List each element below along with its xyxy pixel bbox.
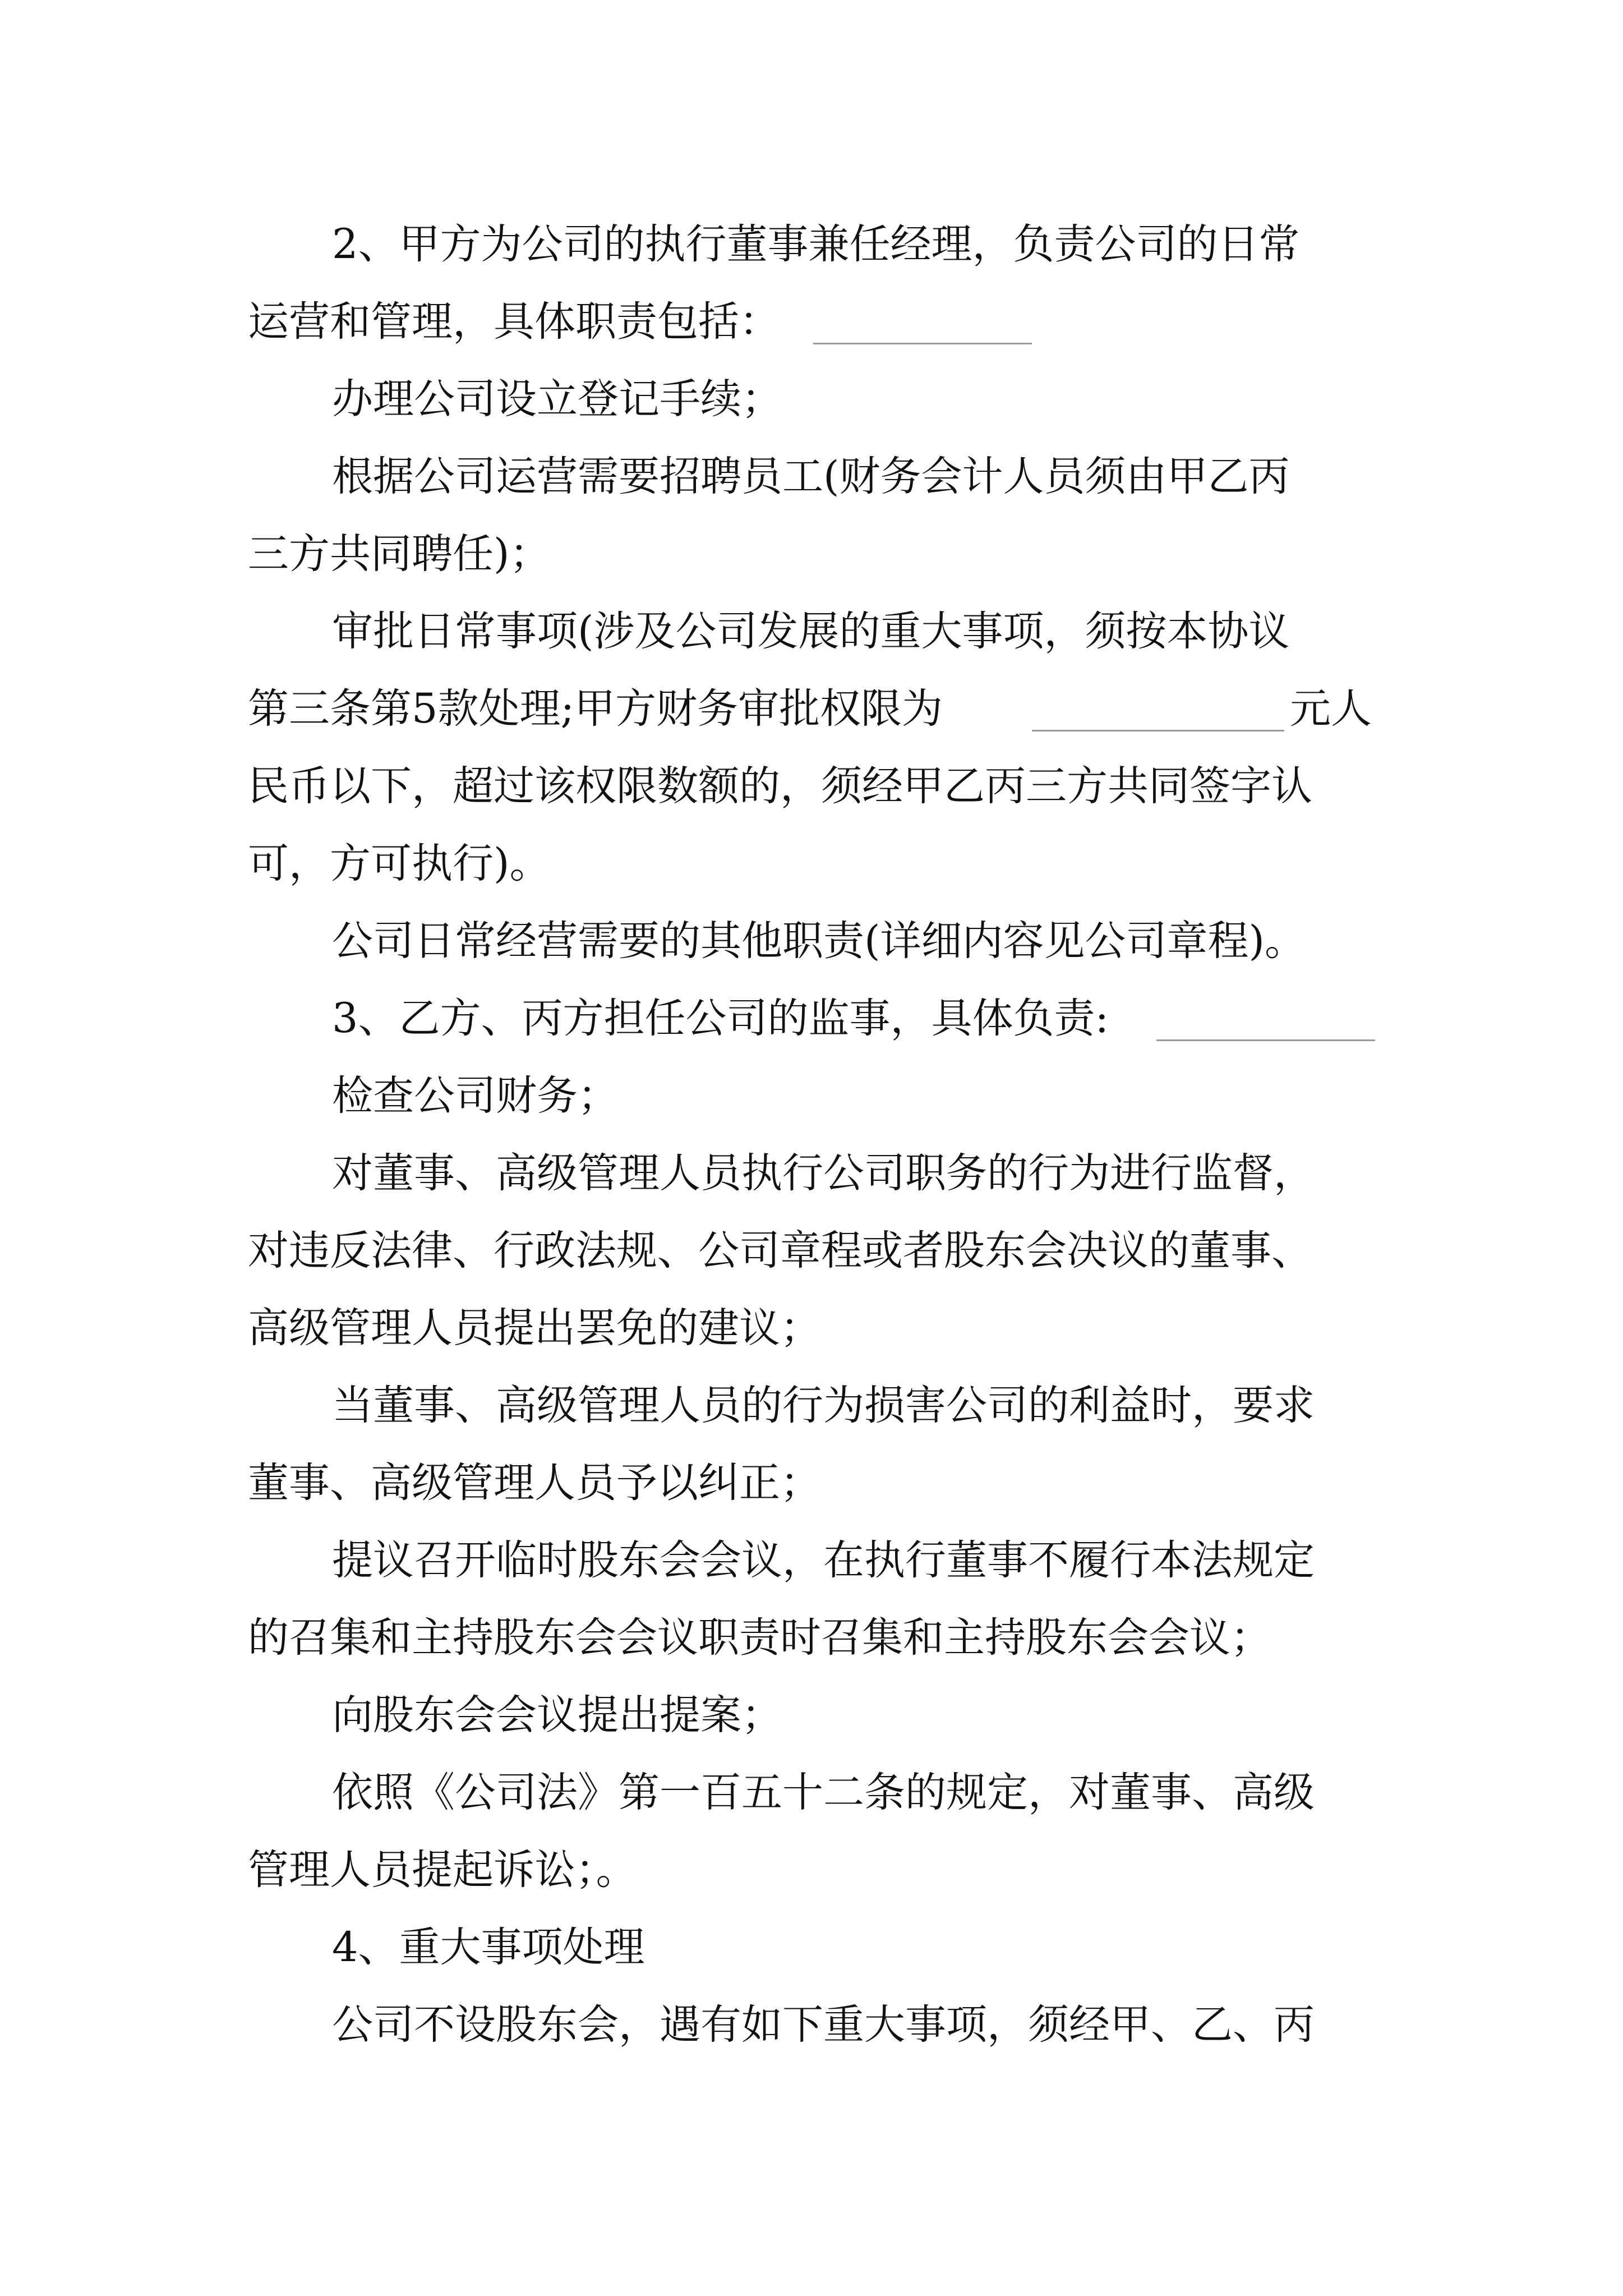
fill-in-blank[interactable] bbox=[813, 288, 1032, 356]
text-line bbox=[0, 1527, 1623, 1594]
paragraph-text: 2、甲方为公司的执行董事兼任经理，负责公司的日常 bbox=[332, 220, 1300, 268]
text-line bbox=[0, 366, 1623, 433]
text-line bbox=[0, 675, 1623, 743]
text-line bbox=[0, 1914, 1623, 1981]
paragraph-text: 根据公司运营需要招聘员工(财务会计人员须由甲乙丙 bbox=[332, 453, 1290, 500]
text-line bbox=[0, 753, 1623, 820]
section-heading: 4、重大事项处理 bbox=[332, 1924, 645, 1971]
paragraph-text: 审批日常事项(涉及公司发展的重大事项，须按本协议 bbox=[332, 608, 1290, 655]
paragraph-text: 董事、高级管理人员予以纠正； bbox=[248, 1459, 821, 1507]
text-line bbox=[0, 1759, 1623, 1826]
paragraph-text: 可，方可执行)。 bbox=[248, 840, 551, 887]
text-line bbox=[0, 1062, 1623, 1130]
text-line bbox=[0, 1217, 1623, 1285]
text-line bbox=[0, 1295, 1623, 1362]
paragraph-text: 公司日常经营需要的其他职责(详细内容见公司章程)。 bbox=[332, 917, 1306, 965]
text-line bbox=[0, 1682, 1623, 1749]
fill-in-blank[interactable] bbox=[1156, 985, 1375, 1052]
paragraph-text-after-blank: 元人 bbox=[1290, 685, 1372, 733]
paragraph-text: 办理公司设立登记手续； bbox=[332, 375, 782, 423]
paragraph-text: 检查公司财务； bbox=[332, 1072, 619, 1120]
text-line bbox=[0, 521, 1623, 588]
paragraph-text: 依照《公司法》第一百五十二条的规定，对董事、高级 bbox=[332, 1769, 1315, 1816]
text-line bbox=[0, 443, 1623, 510]
text-line bbox=[0, 211, 1623, 278]
paragraph-text: 对违反法律、行政法规、公司章程或者股东会决议的董事、 bbox=[248, 1227, 1312, 1274]
text-line bbox=[0, 598, 1623, 665]
text-line bbox=[0, 1140, 1623, 1207]
paragraph-text: 当董事、高级管理人员的行为损害公司的利益时，要求 bbox=[332, 1382, 1315, 1429]
text-line bbox=[0, 1837, 1623, 1904]
paragraph-text: 三方共同聘任)； bbox=[248, 530, 551, 578]
paragraph-text: 提议召开临时股东会会议，在执行董事不履行本法规定 bbox=[332, 1536, 1315, 1584]
text-line bbox=[0, 1450, 1623, 1517]
text-line bbox=[0, 1604, 1623, 1672]
paragraph-text: 运营和管理，具体职责包括： bbox=[248, 298, 780, 346]
fill-in-blank[interactable] bbox=[1032, 675, 1284, 743]
text-line bbox=[0, 908, 1623, 975]
text-line bbox=[0, 830, 1623, 898]
paragraph-text: 对董事、高级管理人员执行公司职务的行为进行监督， bbox=[332, 1149, 1315, 1197]
text-line bbox=[0, 1991, 1623, 2059]
paragraph-text: 3、乙方、丙方担任公司的监事，具体负责: bbox=[332, 995, 1109, 1042]
paragraph-text: 公司不设股东会，遇有如下重大事项，须经甲、乙、丙 bbox=[332, 2001, 1315, 2049]
paragraph-text: 管理人员提起诉讼；。 bbox=[248, 1846, 637, 1894]
paragraph-text: 民币以下，超过该权限数额的，须经甲乙丙三方共同签字认 bbox=[248, 762, 1312, 810]
paragraph-text: 高级管理人员提出罢免的建议； bbox=[248, 1304, 821, 1352]
paragraph-text: 第三条第5款处理;甲方财务审批权限为 bbox=[248, 685, 943, 733]
paragraph-text: 向股东会会议提出提案； bbox=[332, 1691, 782, 1739]
text-line bbox=[0, 1372, 1623, 1439]
paragraph-text: 的召集和主持股东会会议职责时召集和主持股东会会议； bbox=[248, 1614, 1271, 1662]
text-line bbox=[0, 288, 1623, 356]
text-line bbox=[0, 985, 1623, 1052]
